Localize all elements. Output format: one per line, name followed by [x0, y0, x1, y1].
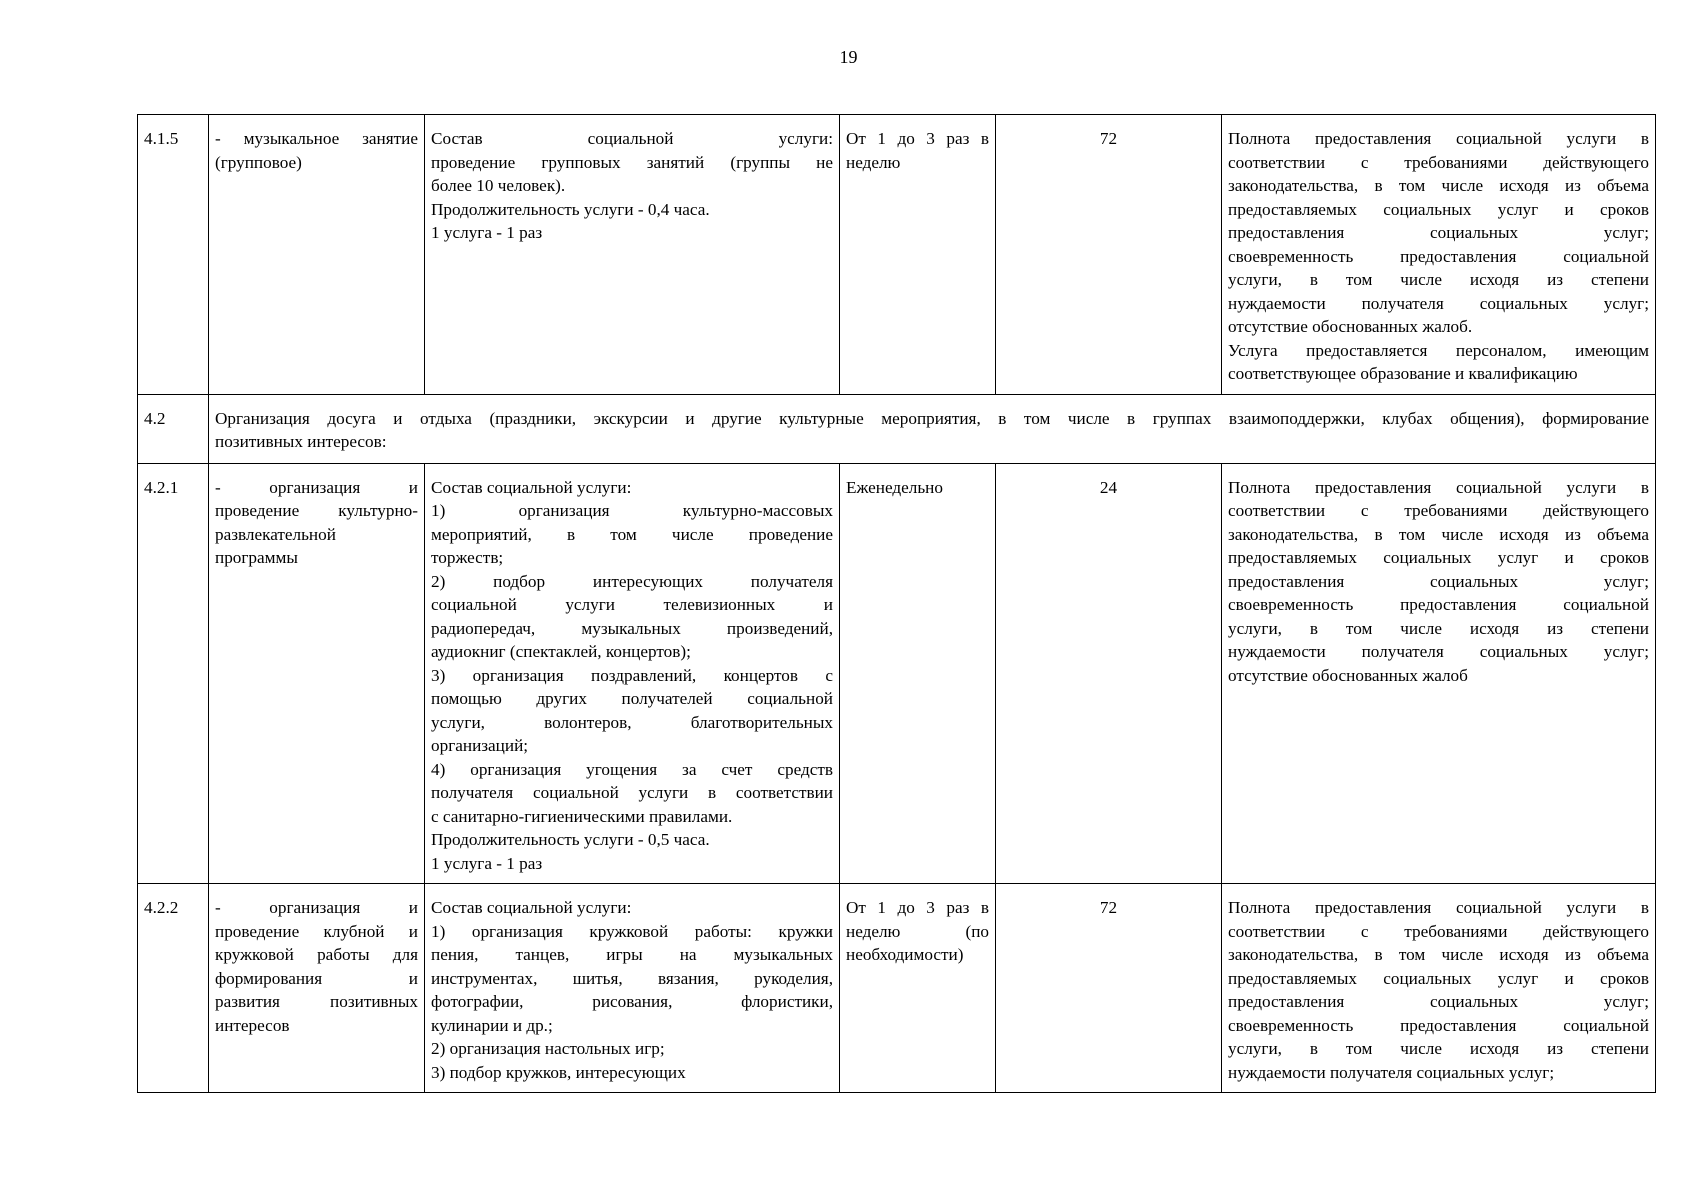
text-line: 2) организация настольных игр; [431, 1039, 665, 1058]
text-line: законодательства, в том числе исходя из объема [1228, 524, 1649, 544]
text-line: 1) организация кружковой работы: кружки [431, 921, 833, 941]
service-frequency [840, 115, 996, 395]
text-line: программы [215, 548, 298, 567]
text-line: кружковой работы для [215, 945, 418, 964]
text-line: соответствии с требованиями действующего [1228, 152, 1649, 172]
text-line: 4) организация угощения за счет средств [431, 759, 833, 779]
text-line: 3) организация поздравлений, концертов с [431, 665, 833, 685]
text-line: законодательства, в том числе исходя из объема [1228, 945, 1649, 964]
text-line: радиопередач, музыкальных произведений, [431, 618, 833, 638]
text-line: формирования и [215, 968, 418, 988]
text-line: неделю (по [846, 921, 989, 941]
text-line: кулинарии и др.; [431, 1015, 553, 1035]
service-code: 4.2.2 [138, 884, 209, 1093]
text-line: неделю [846, 152, 901, 172]
text-line: нуждаемости получателя социальных услуг; [1228, 1062, 1555, 1082]
text-line: проведение клубной и [215, 921, 418, 941]
text-line: Полнота предоставления социальной услуги в [1228, 129, 1649, 148]
text-line: отсутствие обоснованных жалоб [1228, 665, 1468, 685]
text-line: фотографии, рисования, флористики, [431, 992, 833, 1011]
service-count: 24 [996, 463, 1222, 884]
text-line: своевременность предоставления социальной [1228, 1015, 1649, 1035]
table-row-4-2-1 [138, 463, 1656, 884]
text-line: предоставления социальных услуг; [1228, 571, 1649, 591]
text-line: развития позитивных [215, 992, 418, 1011]
service-description [425, 463, 840, 884]
text-line: позитивных интересов: [215, 432, 387, 451]
text-line: Полнота предоставления социальной услуги в [1228, 898, 1649, 917]
text-line: Состав социальной услуги: [431, 477, 632, 497]
text-line: Продолжительность услуги - 0,5 часа. [431, 830, 710, 849]
service-count: 72 [996, 115, 1222, 395]
text-line: предоставляемых социальных услуг и сроков [1228, 548, 1649, 567]
text-line: услуги, в том числе исходя из степени [1228, 618, 1649, 638]
text-line: соответствующее образование и квалификацию [1228, 364, 1578, 383]
text-line: социальной услуги телевизионных и [431, 595, 833, 614]
text-line: 3) подбор кружков, интересующих [431, 1062, 686, 1082]
service-code: 4.2.1 [138, 463, 209, 884]
text-line: мероприятий, в том числе проведение [431, 524, 833, 544]
text-line: От 1 до 3 раз в [846, 129, 989, 148]
section-code: 4.2 [138, 394, 209, 463]
text-line: Продолжительность услуги - 0,4 часа. [431, 199, 710, 219]
text-line: 2) подбор интересующих получателя [431, 571, 833, 591]
service-frequency [840, 884, 996, 1093]
text-line: пения, танцев, игры на музыкальных [431, 945, 833, 964]
page-number: 19 [839, 47, 858, 67]
text-line: законодательства, в том числе исходя из объема [1228, 176, 1649, 195]
text-line: предоставления социальных услуг; [1228, 992, 1649, 1011]
text-line: услуги, в том числе исходя из степени [1228, 1039, 1649, 1058]
text-line: Состав социальной услуги: [431, 129, 833, 148]
text-line: инструментах, шитья, вязания, рукоделия, [431, 968, 833, 988]
table-row-4-2 [138, 394, 1656, 463]
text-line: торжеств; [431, 548, 504, 567]
text-line: 1 услуга - 1 раз [431, 853, 543, 873]
text-line: нуждаемости получателя социальных услуг; [1228, 642, 1649, 661]
text-line: От 1 до 3 раз в [846, 898, 989, 917]
service-quality-criteria [1222, 884, 1656, 1093]
text-line: развлекательной [215, 524, 336, 544]
text-line: 1) организация культурно-массовых [431, 501, 833, 520]
text-line: проведение групповых занятий (группы не [431, 152, 833, 172]
service-count: 72 [996, 884, 1222, 1093]
text-line: - организация и [215, 898, 418, 917]
section-title [209, 394, 1656, 463]
service-name [209, 884, 425, 1093]
service-name [209, 463, 425, 884]
text-line: - музыкальное занятие [215, 129, 418, 148]
text-line: предоставляемых социальных услуг и сроков [1228, 199, 1649, 219]
text-line: - организация и [215, 477, 418, 497]
text-line: предоставляемых социальных услуг и сроков [1228, 968, 1649, 988]
text-line: организаций; [431, 736, 529, 755]
text-line: помощью других получателей социальной [431, 689, 833, 708]
text-line: Еженедельно [846, 477, 943, 497]
text-line: аудиокниг (спектаклей, концертов); [431, 642, 691, 661]
text-line: предоставления социальных услуг; [1228, 223, 1649, 242]
service-description [425, 884, 840, 1093]
text-line: нуждаемости получателя социальных услуг; [1228, 293, 1649, 313]
service-quality-criteria [1222, 115, 1656, 395]
text-line: соответствии с требованиями действующего [1228, 501, 1649, 520]
text-line: проведение культурно- [215, 501, 418, 520]
text-line: Организация досуга и отдыха (праздники, экскурсии и другие культурные мероприятия, в том числе в группах взаимоподдержки, клубах общения), формирование [215, 408, 1649, 428]
text-line: услуги, волонтеров, благотворительных [431, 712, 833, 732]
service-name [209, 115, 425, 395]
text-line: более 10 человек). [431, 176, 566, 195]
text-line: Полнота предоставления социальной услуги в [1228, 477, 1649, 497]
text-line: соответствии с требованиями действующего [1228, 921, 1649, 941]
service-quality-criteria [1222, 463, 1656, 884]
text-line: отсутствие обоснованных жалоб. [1228, 317, 1473, 336]
text-line: своевременность предоставления социальной [1228, 595, 1649, 614]
text-line: 1 услуга - 1 раз [431, 223, 543, 242]
text-line: Услуга предоставляется персоналом, имеющим [1228, 340, 1649, 360]
text-line: интересов [215, 1015, 290, 1035]
service-description [425, 115, 840, 395]
text-line: услуги, в том числе исходя из степени [1228, 270, 1649, 289]
text-line: (групповое) [215, 152, 302, 172]
table-row-4-1-5 [138, 115, 1656, 395]
text-line: с санитарно-гигиеническими правилами. [431, 806, 733, 826]
text-line: Состав социальной услуги: [431, 898, 632, 917]
text-line: необходимости) [846, 945, 964, 964]
service-code: 4.1.5 [138, 115, 209, 395]
table-row-4-2-2 [138, 884, 1656, 1093]
service-frequency [840, 463, 996, 884]
text-line: своевременность предоставления социальной [1228, 246, 1649, 266]
text-line: получателя социальной услуги в соответствии [431, 783, 833, 802]
services-table [137, 114, 1656, 1093]
